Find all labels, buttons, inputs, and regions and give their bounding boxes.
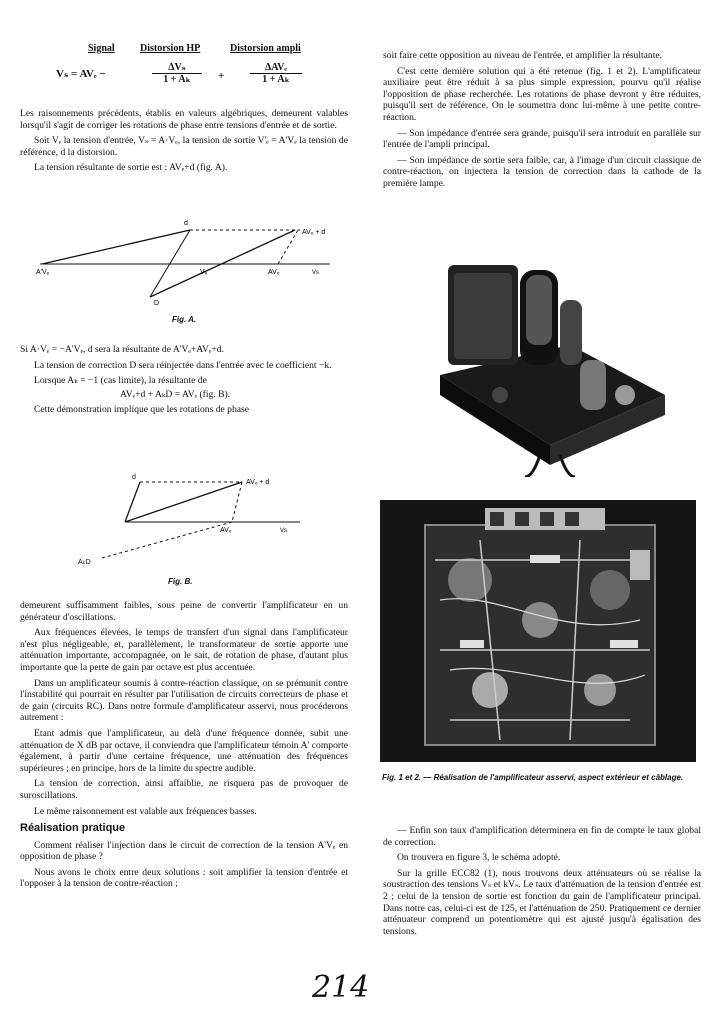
fig-b-line-akd [102,522,232,558]
left-paragraph-6b: AVₑ+d + AₖD = AVₑ (fig. B). [120,388,231,400]
fig-a-caption: Fig. A. [172,315,197,324]
section-title: Réalisation pratique [20,822,126,835]
photo-amplifier-wiring [380,500,696,762]
formula-label-distortion-ampli: Distorsion ampli [230,43,301,54]
left-paragraph-12: La tension de correction, ainsi affaiblie, ne risquera pas de provoquer de suroscillations. [20,778,348,801]
left-column-block-2 [20,344,348,420]
fig-b-line-right [232,482,242,522]
fig-a-label-D: D [154,300,160,307]
fig-b-line-d [125,482,140,522]
figure-b-diagram [70,470,310,570]
fig-a-line-a-ve [42,230,190,264]
fig-a-label-ave-d: AVₑ + d [302,229,326,236]
left-column-block-1 [20,108,348,178]
fig-b-label-ave: AVₑ [220,527,232,534]
left-paragraph-3: La tension résultante de sortie est : AVₑ+d (fig. A). [34,162,228,174]
fig-b-caption: Fig. B. [168,577,193,586]
right-paragraph-4: — Son impédance de sortie sera faible, car, à l'image d'un circuit classique de contre-réaction, on injectera la tension de correction dans la cathode de la première lampe. [383,154,701,189]
formula-fraction-1 [152,62,202,85]
left-paragraph-1: Les raisonnements précédents, établis en valeurs algébriques, demeurent valables lorsqu'il s'agit de corriger les rotations de phase entre tensions d'entrée et de sortie. [20,108,348,131]
figs-1-2-caption: Fig. 1 et 2. — Réalisation de l'amplificateur asservi, aspect extérieur et câblage. [382,773,684,782]
formula-plus: + [218,70,225,82]
left-paragraph-13: Le même raisonnement est valable aux fréquences basses. [34,805,257,817]
left-paragraph-6a: Lorsque Aₖ = −1 (cas limite), la résultante de [34,375,207,387]
right-column-block-1 [383,50,701,194]
right-paragraph-2: C'est cette dernière solution qui a été retenue (fig. 1 et 2). L'amplificateur auxiliaire peut être réduit à sa plus simple expression, pourvu qu'il réalise l'opposition de phase recherchée. Les rotations de phase devront y être réduites, puisqu'il sert de référence. On le soumettra donc lui-même à une petite contre-réaction. [383,65,701,123]
formula-lhs: Vₛ = AVₑ − [56,68,106,80]
figure-a-diagram [30,212,340,327]
formula-label-signal: Signal [88,43,115,54]
left-paragraph-9: Aux fréquences élevées, le temps de transfert d'un signal dans l'amplificateur n'est plus négligeable, et, parallèlement, le transformateur de sortie apporte une atténuation importante, accompagnée, on le sait, de rotation de phase, d'autant plus importante que la perte de gain par octave est plus accentuée. [20,627,348,673]
left-paragraph-14: Comment réaliser l'injection dans le circuit de correction de la tension A'Vₑ en opposition de phase ? [20,839,348,863]
fig-b-label-ave-d: AVₑ + d [246,479,270,486]
fig-b-line-ave-d [125,482,242,522]
right-paragraph-5: — Enfin son taux d'amplification déterminera en fin de compte le taux global de correction. [383,825,701,848]
left-paragraph-8: demeurent suffisamment faibles, sous peine de convertir l'amplificateur en un générateur d'oscillations. [20,600,348,623]
photo-amplifier-exterior [440,245,670,477]
fraction-1-numerator: ΔVₛ [152,62,202,74]
fig-a-label-a-ve: A'Vₑ [36,269,50,276]
fig-b-label-vs: Vs [280,528,288,534]
right-paragraph-6: On trouvera en figure 3, le schéma adopté. [397,852,561,864]
right-paragraph-3: — Son impédance d'entrée sera grande, puisqu'il sera introduit en parallèle sur l'entrée de l'ampli principal. [383,127,701,151]
left-paragraph-11: Etant admis que l'amplificateur, au delà d'une fréquence donnée, subit une atténuation de X dB par octave, il conviendra que l'amplificateur témoin A' comporte également, à partir d'une certaine fréquence, une atténuation des fréquences supérieures ; en principe, hors de la limite du spectre audible. [20,727,348,774]
right-paragraph-7: Sur la grille ECC82 (1), nous trouvons deux atténuateurs où se réalise la soustraction des tensions Vₛ et kVₛ. Le taux d'atténuation de la tension d'entrée est 2 ; celui de la tension de sortie est fonction du gain de l'amplificateur principal. Dans notre cas, celui-ci est de 125, et l'atténuation de 250. Pratiquement ce dernier atténuateur comprend un potentiomètre qui est ajusté jusqu'à égalisation des tensions. [383,867,701,937]
fig-a-label-vs: Vs [312,270,320,276]
fig-b-label-akd: AₖD [78,559,91,566]
fig-a-label-ave: AVₑ [268,269,280,276]
left-paragraph-4: Si A·Vₑ = −A'Vₑ, d sera la résultante de A'Vₑ+AVₑ+d. [20,344,224,355]
left-paragraph-10: Dans un amplificateur soumis à contre-réaction classique, on se prémunit contre l'instabilité qui pourrait en résulter par l'utilisation de circuits correcteurs de phase et de gain (circuits RC). Dans notre formule d'amplificateur asservi, nous procéderons autrement : [20,677,348,724]
page-number-handwritten: 214 [312,970,370,1005]
fig-a-line-d-right [278,230,298,264]
left-paragraph-15: Nous avons le choix entre deux solutions : soit amplifier la tension d'entrée et l'opposer à la tension de contre-réaction ; [20,866,348,890]
fraction-2-numerator: ΔAVₑ [250,62,302,74]
right-paragraph-1: soit faire cette opposition au niveau de l'entrée, et amplifier la résultante. [383,50,663,61]
fig-b-label-d: d [132,474,136,481]
formula-label-distortion-hp: Distorsion HP [140,43,201,54]
left-column-block-3 [20,600,348,894]
fraction-2-denominator: 1 + Aₖ [262,74,290,85]
fraction-1-denominator: 1 + Aₖ [163,74,191,85]
left-paragraph-7: Cette démonstration implique que les rotations de phase [34,404,250,416]
fig-a-label-d: d [184,220,188,227]
formula-fraction-2 [250,62,302,85]
left-paragraph-5: La tension de correction D sera réinjectée dans l'entrée avec le coefficient −k. [34,359,332,371]
fig-a-label-ve: Vₑ [200,269,208,276]
left-paragraph-2: Soit Vₑ la tension d'entrée, Vₛ = A·Vₑ, la tension de sortie V'ₑ = A'Vₑ la tension de référence, d la distorsion. [20,135,348,158]
right-column-block-2 [383,825,701,941]
